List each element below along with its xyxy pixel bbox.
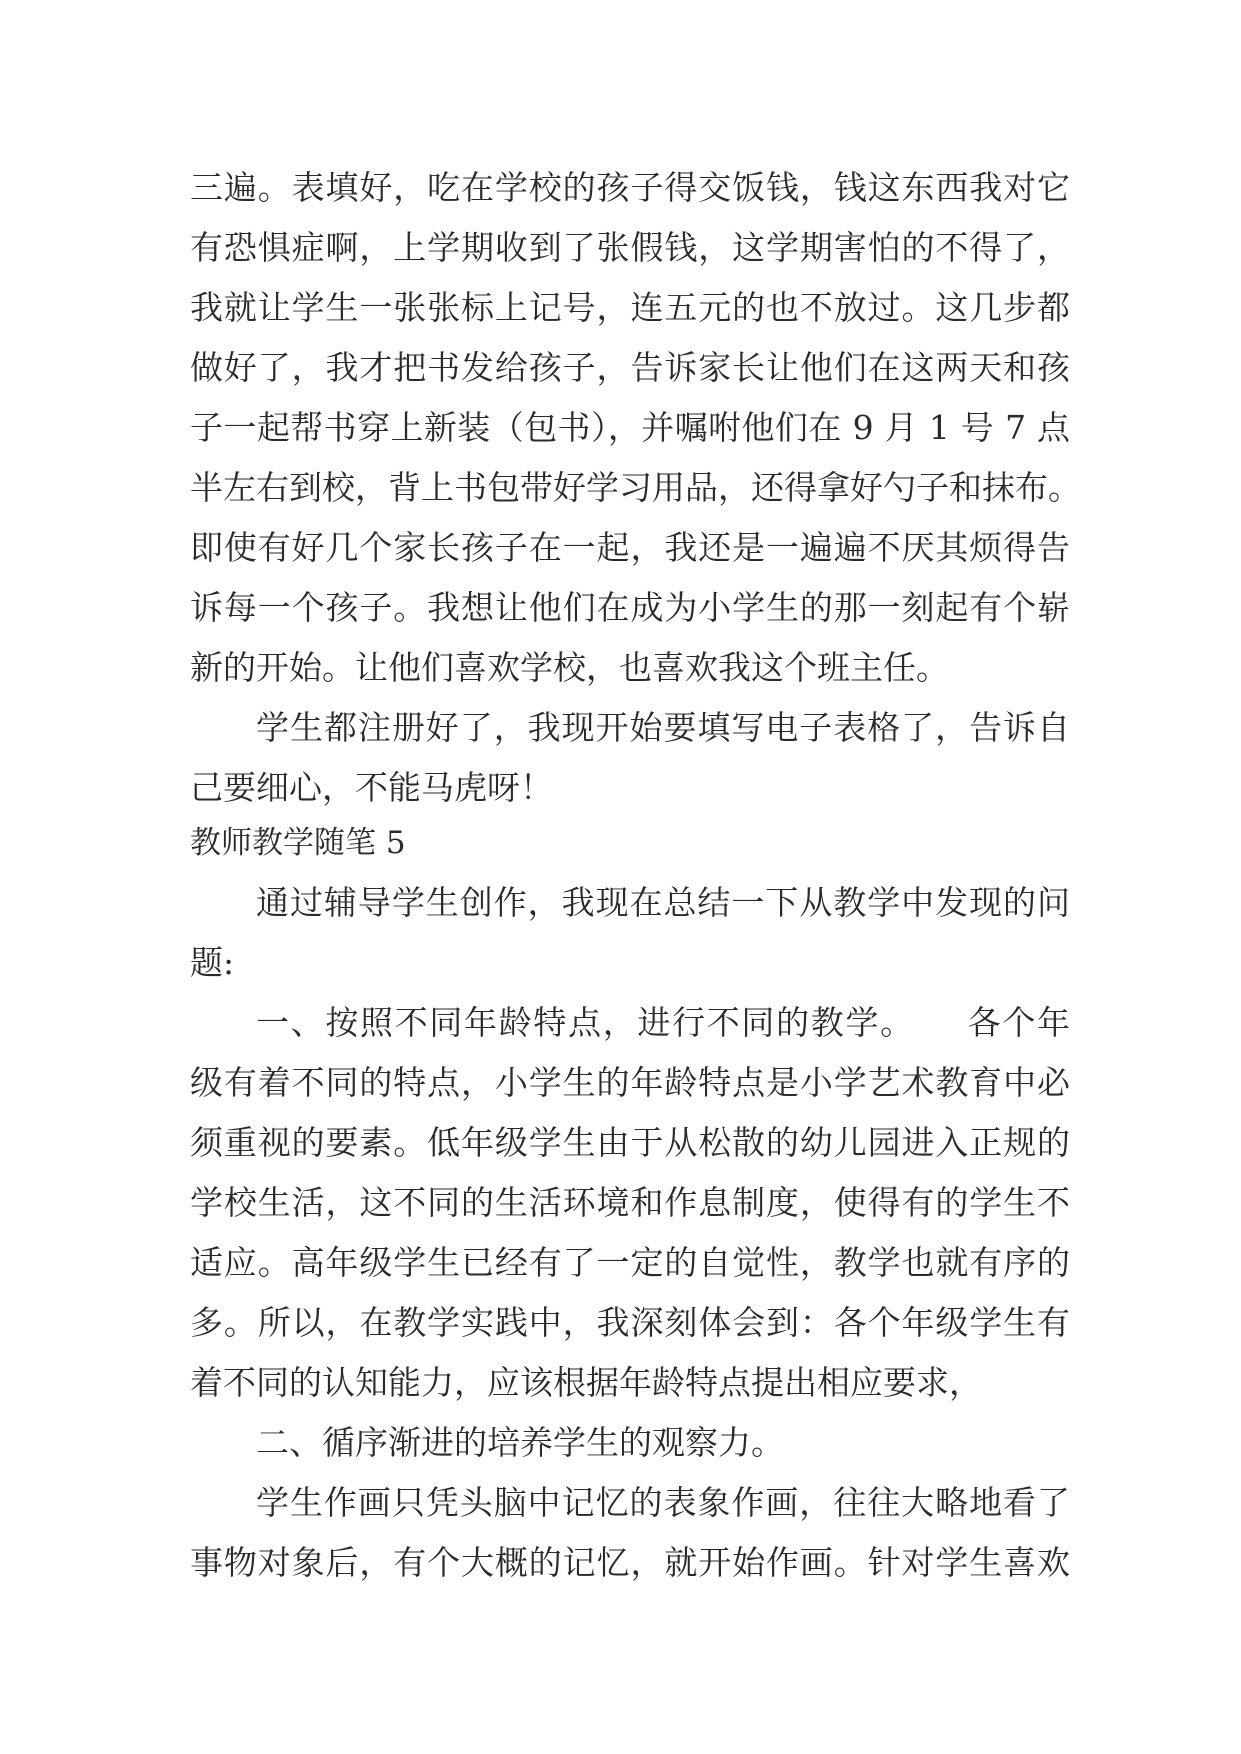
body-text-line: 三遍。表填好，吃在学校的孩子得交饭钱，钱这东西我对它 bbox=[190, 168, 1070, 207]
body-text-line: 着不同的认知能力，应该根据年龄特点提出相应要求， bbox=[190, 1363, 982, 1402]
body-text-line: 新的开始。让他们喜欢学校，也喜欢我这个班主任。 bbox=[190, 648, 949, 687]
body-text-line: 诉每一个孩子。我想让他们在成为小学生的那一刻起有个崭 bbox=[190, 588, 1070, 627]
body-text-line: 有恐惧症啊，上学期收到了张假钱，这学期害怕的不得了， bbox=[190, 228, 1070, 267]
paragraph-first-line: 通过辅导学生创作，我现在总结一下从教学中发现的问 bbox=[256, 883, 1070, 922]
body-text-line: 学校生活，这不同的生活环境和作息制度，使得有的学生不 bbox=[190, 1183, 1070, 1222]
body-text-line: 适应。高年级学生已经有了一定的自觉性，教学也就有序的 bbox=[190, 1243, 1070, 1282]
paragraph-first-line: 一、按照不同年龄特点，进行不同的教学。 各个年 bbox=[256, 1003, 1070, 1042]
body-text-line: 事物对象后，有个大概的记忆，就开始作画。针对学生喜欢 bbox=[190, 1543, 1070, 1582]
paragraph-first-line: 学生作画只凭头脑中记忆的表象作画，往往大略地看了 bbox=[256, 1483, 1070, 1522]
body-text-line: 即使有好几个家长孩子在一起，我还是一遍遍不厌其烦得告 bbox=[190, 528, 1070, 567]
paragraph-first-line: 二、循序渐进的培养学生的观察力。 bbox=[256, 1423, 784, 1462]
body-text-line: 级有着不同的特点，小学生的年龄特点是小学艺术教育中必 bbox=[190, 1063, 1070, 1102]
body-text-line: 己要细心，不能马虎呀！ bbox=[190, 768, 553, 807]
body-text-line: 我就让学生一张张标上记号，连五元的也不放过。这几步都 bbox=[190, 288, 1070, 327]
body-text-line: 子一起帮书穿上新装（包书），并嘱咐他们在 9 月 1 号 7 点 bbox=[190, 408, 1070, 447]
body-text-line: 须重视的要素。低年级学生由于从松散的幼儿园进入正规的 bbox=[190, 1123, 1070, 1162]
body-text-line: 多。所以，在教学实践中，我深刻体会到：各个年级学生有 bbox=[190, 1303, 1070, 1342]
body-text-line: 半左右到校，背上书包带好学习用品，还得拿好勺子和抹布。 bbox=[190, 468, 1081, 507]
section-heading: 教师教学随笔 5 bbox=[190, 825, 406, 861]
body-text-line: 做好了，我才把书发给孩子，告诉家长让他们在这两天和孩 bbox=[190, 348, 1070, 387]
body-text-line: 题: bbox=[190, 943, 235, 982]
paragraph-first-line: 学生都注册好了，我现开始要填写电子表格了，告诉自 bbox=[256, 708, 1070, 747]
